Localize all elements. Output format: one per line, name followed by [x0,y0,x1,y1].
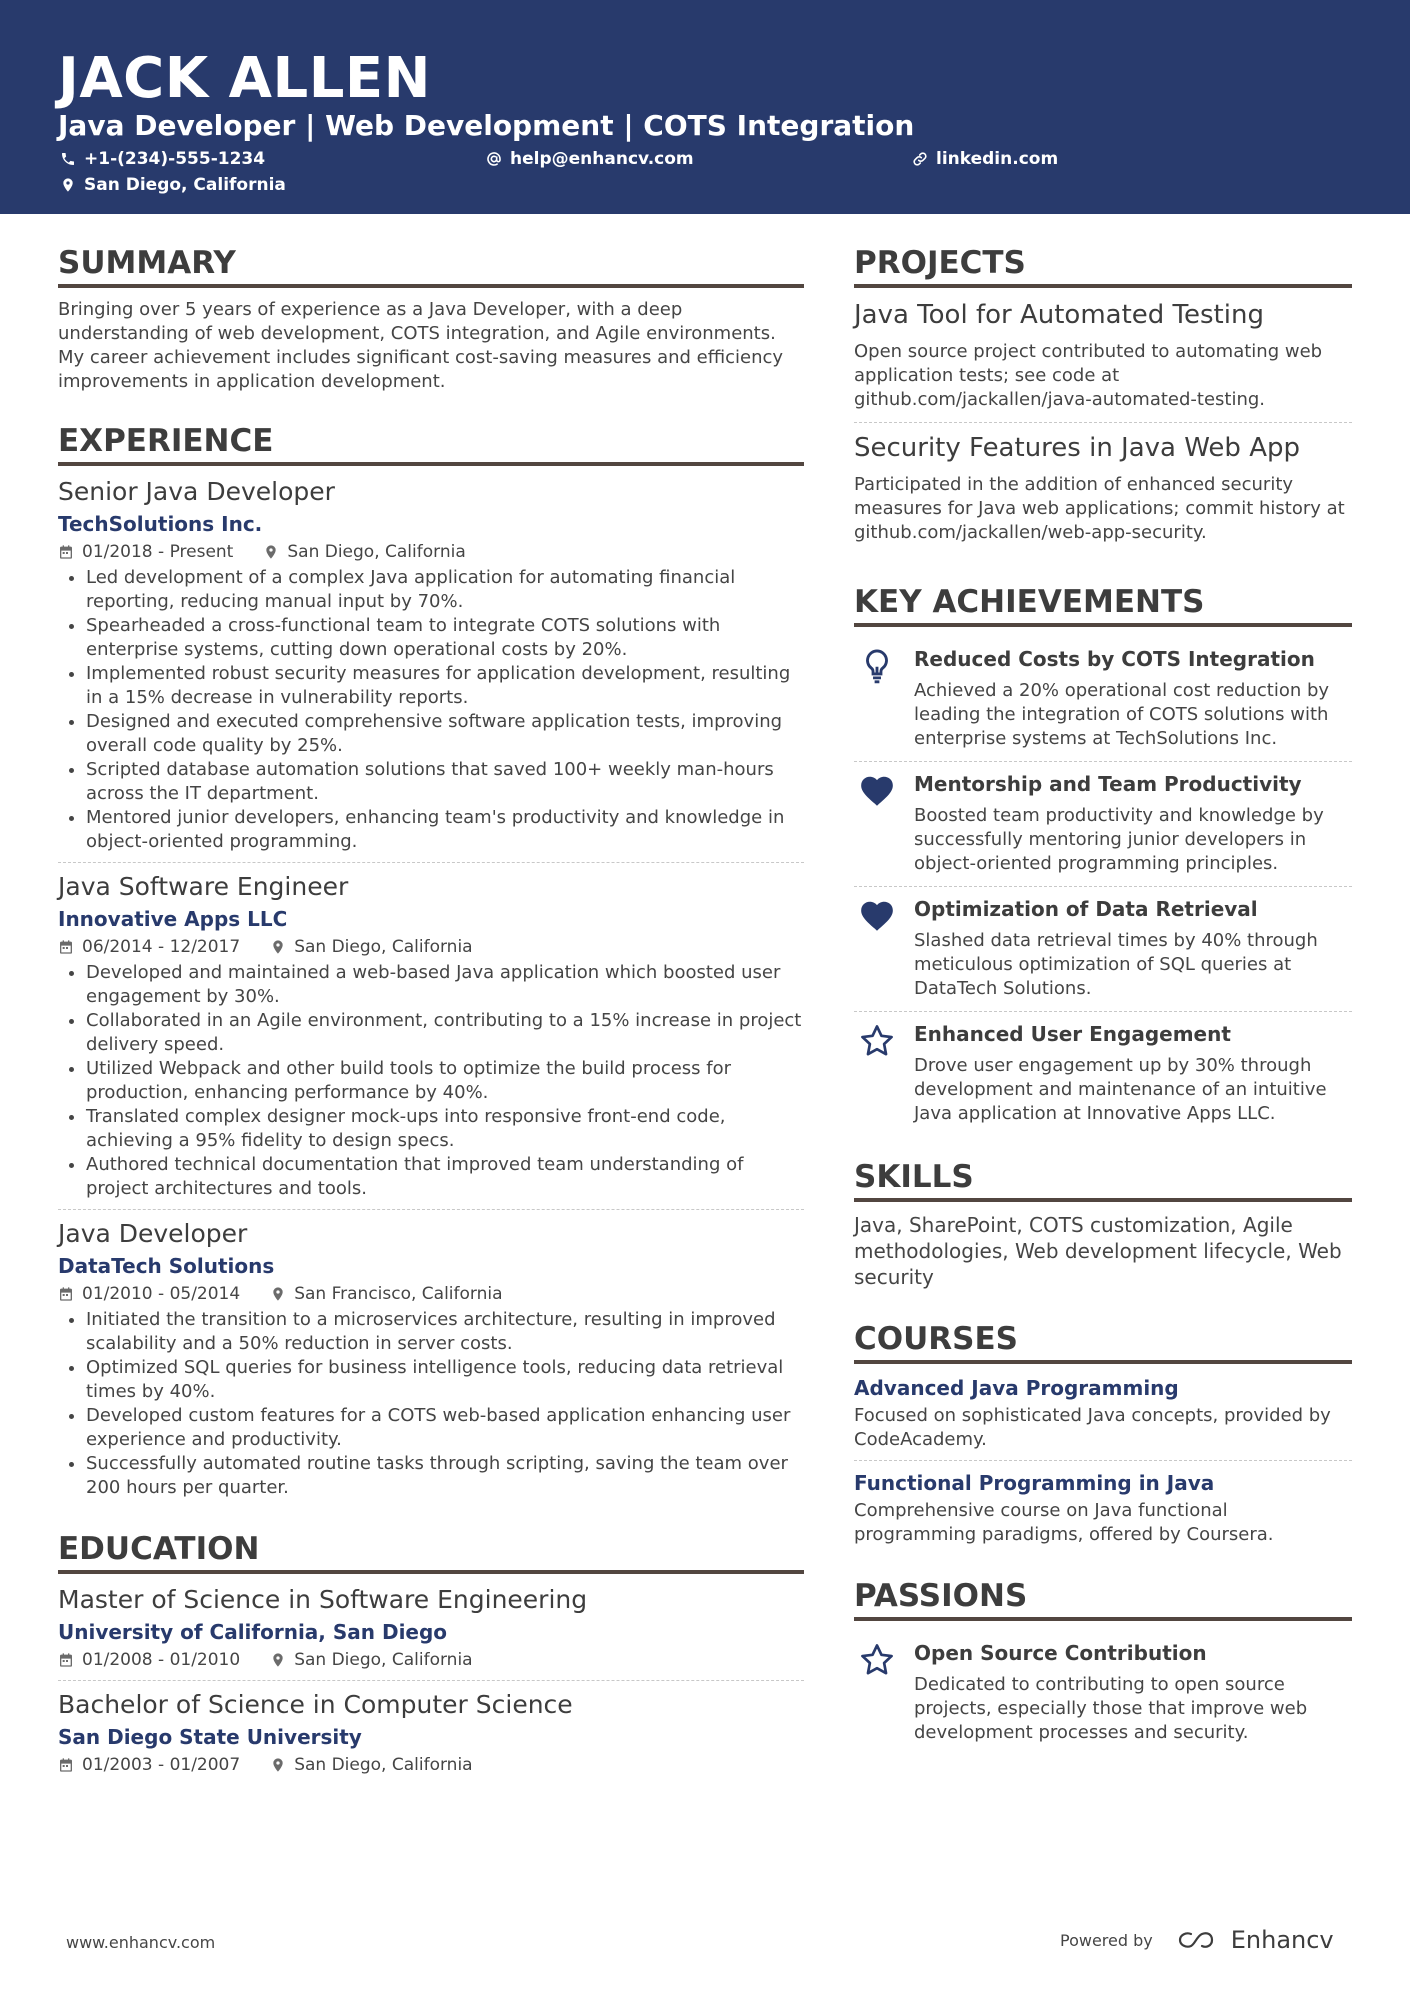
job-location [270,935,472,959]
contact-linkedin[interactable] [912,148,1058,170]
star-icon [858,1641,896,1679]
at-icon [486,151,502,167]
skills-text: Java, SharePoint, COTS customization, Agile methodologies, Web development lifecycle, Web security [854,1213,1342,1289]
phone-icon [60,151,76,167]
brand-logo[interactable] [1177,1926,1334,1954]
projects-section [854,244,1352,555]
bullet-item: • Developed custom features for a COTS web-based application enhancing user experience and productivity. [86,1404,804,1452]
header-banner [0,0,1410,214]
passion-icon-wrap [854,1639,900,1745]
linkedin-text: linkedin.com [936,149,1059,169]
education-dates: 01/2008 - 01/2010 [82,1650,241,1670]
course-title: Functional Programming in Java [854,1471,1215,1495]
experience-section [58,422,804,1508]
achievement-icon-wrap [854,770,900,876]
projects-heading: PROJECTS [854,244,1352,288]
heart-icon [858,897,896,935]
education-entry [58,1680,804,1785]
project-description: Open source project contributed to automating web application tests; see code at github.com/jackallen/java-automated-testing. [854,341,1323,410]
achievement-description: Achieved a 20% operational cost reduction by leading the integration of COTS solutions with enterprise systems at TechSolutions Inc. [914,680,1330,749]
passion-description: Dedicated to contributing to open source projects, especially those that improve web development processes and security. [914,1674,1308,1743]
achievement-entry [854,886,1352,1011]
left-column [58,244,804,1785]
job-location-text: San Diego, California [294,937,473,957]
experience-entry [58,862,804,1209]
courses-section [854,1320,1352,1555]
bullet-item: • Collaborated in an Agile environment, contributing to a 15% increase in project delivery speed. [86,1009,804,1057]
achievement-title: Mentorship and Team Productivity [914,772,1302,796]
job-meta [58,1282,804,1306]
achievement-title: Optimization of Data Retrieval [914,897,1258,921]
job-location-text: San Francisco, California [294,1284,503,1304]
achievement-entry [854,761,1352,886]
passion-entry [854,1631,1352,1755]
summary-heading: SUMMARY [58,244,804,288]
summary-section [58,244,804,394]
candidate-headline: Java Developer | Web Development | COTS Integration [58,109,915,142]
heart-icon [858,772,896,810]
experience-heading: EXPERIENCE [58,422,804,466]
location-text: San Diego, California [84,175,286,195]
achievement-icon-wrap [854,645,900,751]
achievement-title: Enhanced User Engagement [914,1022,1231,1046]
bullet-item: • Spearheaded a cross-functional team to integrate COTS solutions with enterprise systems, cutting down operational costs by 20%. [86,614,804,662]
project-entry [854,422,1352,555]
company-name: Innovative Apps LLC [58,907,288,931]
project-title: Java Tool for Automated Testing [854,300,1264,330]
job-location-text: San Diego, California [287,542,466,562]
bullet-item: • Optimized SQL queries for business intelligence tools, reducing data retrieval times by 40%. [86,1356,804,1404]
footer-website[interactable]: www.enhancv.com [66,1933,216,1952]
course-entry [854,1374,1352,1460]
job-dates: 01/2010 - 05/2014 [82,1284,241,1304]
contact-location [60,174,286,196]
email-text: help@enhancv.com [510,149,694,169]
contact-email[interactable] [486,148,694,170]
job-dates: 06/2014 - 12/2017 [82,937,241,957]
achievements-section [854,583,1352,1136]
candidate-name: JACK ALLEN [58,46,431,111]
education-entry [58,1584,804,1680]
map-pin-icon [270,1757,286,1773]
education-heading: EDUCATION [58,1530,804,1574]
bullet-item: • Led development of a complex Java application for automating financial reporting, reducing manual input by 70%. [86,566,804,614]
education-meta [58,1648,804,1672]
bullet-item: • Successfully automated routine tasks through scripting, saving the team over 200 hours per quarter. [86,1452,804,1500]
achievements-heading: KEY ACHIEVEMENTS [854,583,1352,627]
bullet-item: • Implemented robust security measures for application development, resulting in a 15% decrease in vulnerability reports. [86,662,804,710]
bullet-item: • Designed and executed comprehensive software application tests, improving overall code quality by 25%. [86,710,804,758]
job-bullets [58,961,804,1201]
map-pin-icon [270,1652,286,1668]
course-title: Advanced Java Programming [854,1376,1179,1400]
education-section [58,1530,804,1785]
passions-heading: PASSIONS [854,1577,1352,1621]
bullet-item: • Initiated the transition to a microservices architecture, resulting in improved scalability and a 50% reduction in server costs. [86,1308,804,1356]
achievement-entry [854,637,1352,761]
calendar-icon [58,939,74,955]
bullet-item: • Developed and maintained a web-based Java application which boosted user engagement by 30%. [86,961,804,1009]
project-title: Security Features in Java Web App [854,433,1300,463]
achievement-description: Slashed data retrieval times by 40% through meticulous optimization of SQL queries at DataTech Solutions. [914,930,1318,999]
degree-title: Bachelor of Science in Computer Science [58,1690,573,1719]
calendar-icon [58,544,74,560]
enhancv-logo-icon [1177,1928,1223,1952]
calendar-icon [58,1652,74,1668]
school-name: San Diego State University [58,1725,362,1749]
job-location [263,540,465,564]
map-pin-icon [60,177,76,193]
job-title: Java Developer [58,1219,248,1248]
achievement-title: Reduced Costs by COTS Integration [914,647,1315,671]
education-location [270,1648,472,1672]
calendar-icon [58,1757,74,1773]
job-meta [58,540,804,564]
powered-by-label: Powered by [1060,1930,1153,1950]
lightbulb-icon [858,647,896,685]
job-bullets [58,1308,804,1500]
achievement-description: Boosted team productivity and knowledge by successfully mentoring junior developers in object-oriented programming principles. [914,805,1324,874]
summary-text: Bringing over 5 years of experience as a Java Developer, with a deep understanding of web development, COTS integration, and Agile environments. My career achievement includes significant cost-saving measures and efficiency improvements in application development. [58,299,784,392]
job-location [270,1282,502,1306]
passion-title: Open Source Contribution [914,1641,1207,1665]
map-pin-icon [263,544,279,560]
passions-section [854,1577,1352,1755]
courses-heading: COURSES [854,1320,1352,1364]
education-meta [58,1753,804,1777]
phone-text: +1-(234)-555-1234 [84,149,266,169]
education-location-text: San Diego, California [294,1650,473,1670]
achievement-icon-wrap [854,895,900,1001]
job-title: Senior Java Developer [58,477,335,506]
company-name: TechSolutions Inc. [58,512,263,536]
school-name: University of California, San Diego [58,1620,448,1644]
project-entry [854,298,1352,422]
course-description: Focused on sophisticated Java concepts, provided by CodeAcademy. [854,1405,1331,1450]
job-title: Java Software Engineer [58,872,349,901]
education-dates: 01/2003 - 01/2007 [82,1755,241,1775]
achievement-icon-wrap [854,1020,900,1126]
skills-heading: SKILLS [854,1158,1352,1202]
brand-name: Enhancv [1230,1926,1334,1954]
achievement-description: Drove user engagement up by 30% through development and maintenance of an intuitive Java application at Innovative Apps LLC. [914,1055,1327,1124]
map-pin-icon [270,1286,286,1302]
job-meta [58,935,804,959]
bullet-item: • Mentored junior developers, enhancing team's productivity and knowledge in object-oriented programming. [86,806,804,854]
bullet-item: • Translated complex designer mock-ups into responsive front-end code, achieving a 95% fidelity to design specs. [86,1105,804,1153]
bullet-item: • Utilized Webpack and other build tools to optimize the build process for production, enhancing performance by 40%. [86,1057,804,1105]
experience-entry [58,1209,804,1508]
job-bullets [58,566,804,854]
project-description: Participated in the addition of enhanced security measures for Java web applications; commit history at github.com/jackallen/web-app-security. [854,474,1345,543]
skills-section [854,1158,1352,1290]
experience-entry [58,476,804,862]
course-entry [854,1460,1352,1555]
company-name: DataTech Solutions [58,1254,275,1278]
link-icon [912,151,928,167]
achievement-entry [854,1011,1352,1136]
calendar-icon [58,1286,74,1302]
course-description: Comprehensive course on Java functional programming paradigms, offered by Coursera. [854,1500,1274,1545]
right-column [854,244,1352,1755]
star-icon [858,1022,896,1060]
education-location-text: San Diego, California [294,1755,473,1775]
job-dates: 01/2018 - Present [82,542,234,562]
bullet-item: • Authored technical documentation that improved team understanding of project architectures and tools. [86,1153,804,1201]
degree-title: Master of Science in Software Engineering [58,1585,588,1614]
map-pin-icon [270,939,286,955]
bullet-item: • Scripted database automation solutions that saved 100+ weekly man-hours across the IT department. [86,758,804,806]
education-location [270,1753,472,1777]
contact-phone [60,148,265,170]
footer-branding [1060,1926,1334,1954]
